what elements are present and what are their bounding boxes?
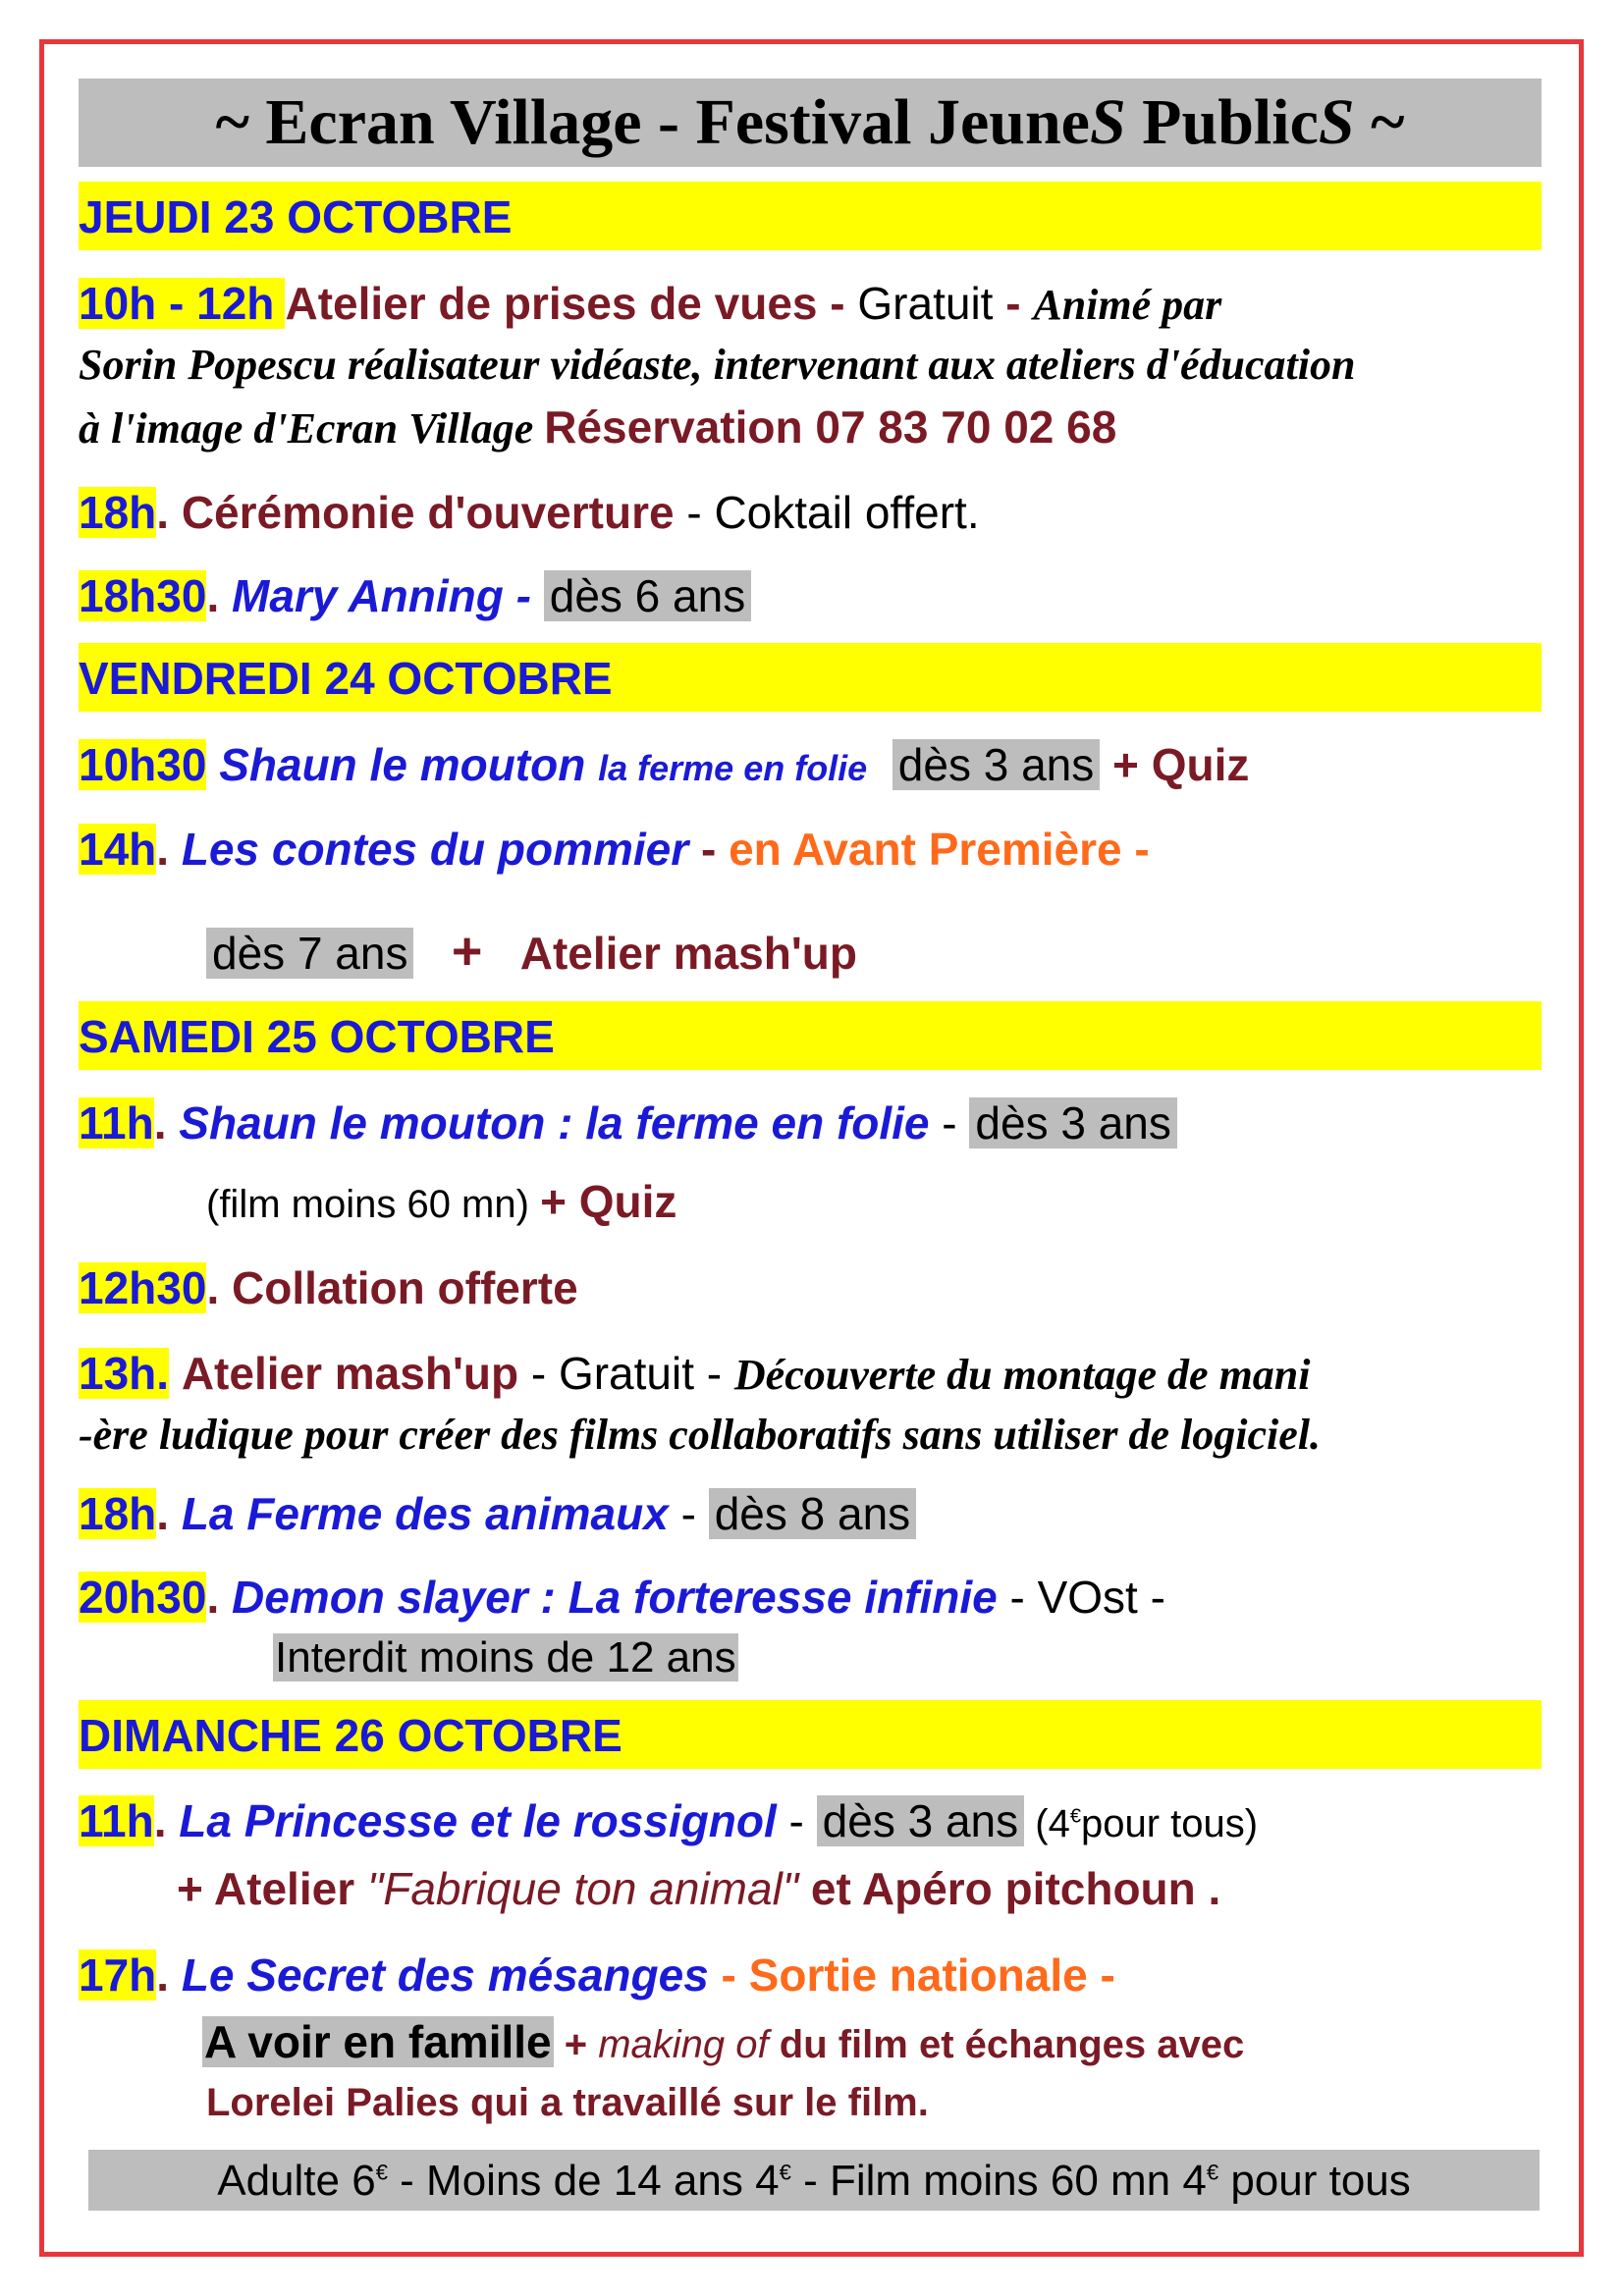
age-badge: dès 3 ans	[969, 1097, 1176, 1148]
event-atelier-mashup: 13h. Atelier mash'up - Gratuit - Découverte du montage de mani	[79, 1348, 1311, 1399]
event-demon-slayer-age	[273, 1633, 738, 1682]
event-time: 11h	[79, 1795, 154, 1846]
event-princesse-extra: + Atelier "Fabrique ton animal" et Apéro pitchoun .	[177, 1863, 1221, 1914]
day-header-jeudi: JEUDI 23 OCTOBRE	[79, 182, 1542, 250]
extra-activity: Atelier mash'up	[519, 928, 857, 979]
event-contes-details	[206, 921, 857, 982]
event-shaun-note	[206, 1175, 676, 1228]
event-description-line: à l'image d'Ecran Village Réservation 07 83 70 02 68	[79, 401, 1117, 453]
extra-activity: + Quiz	[540, 1176, 677, 1227]
event-collation: 12h30. Collation offerte	[79, 1262, 578, 1313]
event-atelier-prises-de-vues: 10h - 12h Atelier de prises de vues - Gratuit - Animé par	[79, 278, 1222, 329]
reservation-phone: Réservation 07 83 70 02 68	[544, 401, 1117, 453]
age-badge: dès 6 ans	[544, 570, 751, 621]
event-title: Atelier de prises de vues	[285, 278, 818, 329]
event-time: 18h	[79, 1488, 157, 1539]
event-title: Shaun le mouton : la ferme en folie	[179, 1097, 930, 1148]
event-ferme-des-animaux: 18h. La Ferme des animaux - dès 8 ans	[79, 1487, 916, 1540]
price-label: Gratuit	[857, 278, 994, 329]
event-title: La Princesse et le rossignol	[179, 1795, 777, 1846]
age-badge: dès 3 ans	[817, 1795, 1024, 1846]
duration-note: (film moins 60 mn)	[206, 1183, 541, 1226]
family-badge: A voir en famille	[204, 2016, 552, 2067]
age-badge: dès 3 ans	[893, 739, 1100, 790]
event-description: Animé par	[1033, 281, 1222, 329]
event-description-line: -ère ludique pour créer des films collaboratifs sans utiliser de logiciel.	[79, 1411, 1321, 1459]
event-title: La Ferme des animaux	[181, 1488, 669, 1539]
event-time: 14h	[79, 824, 157, 875]
event-time: 10h - 12h	[79, 278, 286, 329]
event-title: Les contes du pommier	[181, 824, 689, 875]
event-description: Découverte du montage de mani	[733, 1351, 1311, 1399]
event-title: Demon slayer : La forteresse infinie	[232, 1572, 998, 1623]
day-header-dimanche: DIMANCHE 26 OCTOBRE	[79, 1700, 1542, 1769]
event-mary-anning: 18h30. Mary Anning - dès 6 ans	[79, 569, 751, 622]
event-secret-details: A voir en famille + making of du film et échanges avec	[204, 2016, 1245, 2067]
price-footer: Adulte 6€ - Moins de 14 ans 4€ - Film moins 60 mn 4€ pour tous	[88, 2150, 1540, 2211]
extra-activity: + Atelier	[177, 1863, 367, 1914]
event-time: 13h.	[79, 1348, 170, 1399]
event-shaun-samedi: 11h. Shaun le mouton : la ferme en folie - dès 3 ans	[79, 1096, 1177, 1149]
premiere-label: en Avant Première -	[729, 824, 1150, 875]
event-time: 12h30	[79, 1262, 207, 1313]
event-time: 10h30	[79, 739, 207, 790]
price-note: (4€pour tous)	[1024, 1802, 1259, 1845]
event-description-line: Sorin Popescu réalisateur vidéaste, intervenant aux ateliers d'éducation	[79, 341, 1356, 389]
age-badge: dès 7 ans	[206, 928, 413, 979]
event-princesse-rossignol: 11h. La Princesse et le rossignol - dès 3 ans (4€pour tous)	[79, 1795, 1259, 1846]
day-header-vendredi: VENDREDI 24 OCTOBRE	[79, 643, 1542, 712]
event-title: Collation offerte	[232, 1262, 578, 1313]
festival-title: ~ Ecran Village - Festival JeuneS PublicS ~	[79, 79, 1542, 167]
event-time: 18h	[79, 487, 157, 538]
event-demon-slayer: 20h30. Demon slayer : La forteresse infinie - VOst -	[79, 1572, 1165, 1623]
event-title: Mary Anning -	[232, 570, 544, 621]
plus-sign: +	[451, 922, 483, 981]
event-title: Cérémonie d'ouverture	[181, 487, 675, 538]
event-shaun-vendredi	[79, 738, 1249, 791]
age-badge: dès 8 ans	[709, 1488, 916, 1539]
event-time: 20h30	[79, 1572, 207, 1623]
event-title: Atelier mash'up	[181, 1348, 519, 1399]
event-ceremonie: 18h. Cérémonie d'ouverture - Coktail offert.	[79, 487, 980, 538]
day-header-samedi: SAMEDI 25 OCTOBRE	[79, 1001, 1542, 1070]
atelier-name: "Fabrique ton animal"	[366, 1863, 799, 1914]
sortie-label: - Sortie nationale -	[708, 1949, 1115, 2001]
event-time: 17h	[79, 1949, 157, 2001]
event-secret-guest: Lorelei Palies qui a travaillé sur le film.	[206, 2081, 929, 2124]
event-time: 11h	[79, 1097, 154, 1148]
event-time: 18h30	[79, 570, 207, 621]
event-contes-du-pommier: 14h. Les contes du pommier - en Avant Première -	[79, 824, 1150, 875]
event-title: Le Secret des mésanges	[181, 1949, 709, 2001]
extra-activity: + Quiz	[1112, 739, 1250, 790]
event-subtitle: la ferme en folie	[598, 748, 868, 788]
age-badge: Interdit moins de 12 ans	[275, 1633, 736, 1682]
event-title: Shaun le mouton	[219, 739, 586, 790]
event-secret-mesanges: 17h. Le Secret des mésanges - Sortie nationale -	[79, 1949, 1115, 2001]
making-of-label: making of	[598, 2023, 769, 2066]
